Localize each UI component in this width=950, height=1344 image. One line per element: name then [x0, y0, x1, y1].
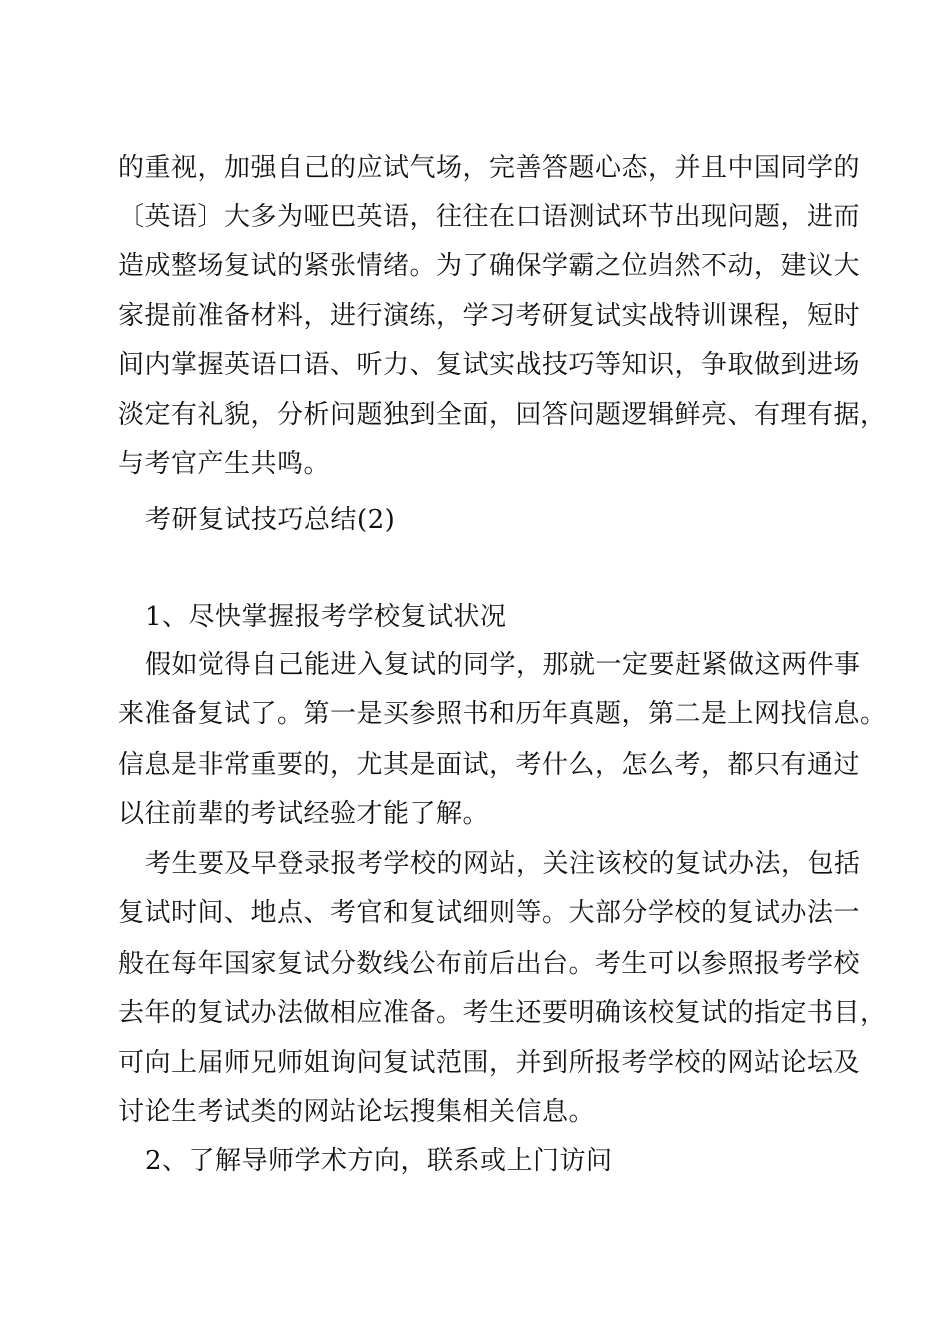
body-text-line: 来准备复试了。第一是买参照书和历年真题，第二是上网找信息。 [118, 699, 887, 729]
body-text-line: 间内掌握英语口语、听力、复试实战技巧等知识，争取做到进场 [118, 350, 861, 380]
heading-1: 1、尽快掌握报考学校复试状况 [145, 602, 507, 632]
section-title: 考研复试技巧总结(2) [145, 505, 396, 535]
body-text-line: 的重视，加强自己的应试气场，完善答题心态，并且中国同学的 [118, 153, 861, 183]
body-text-line: 可向上届师兄师姐询问复试范围，并到所报考学校的网站论坛及 [118, 1048, 861, 1078]
body-text-line: 去年的复试办法做相应准备。考生还要明确该校复试的指定书目， [118, 998, 887, 1028]
body-text-line: 家提前准备材料，进行演练，学习考研复试实战特训课程，短时 [118, 301, 861, 331]
body-text-line: 般在每年国家复试分数线公布前后出台。考生可以参照报考学校 [118, 949, 861, 979]
body-text-line: 复试时间、地点、考官和复试细则等。大部分学校的复试办法一 [118, 898, 861, 928]
heading-2: 2、了解导师学术方向，联系或上门访问 [145, 1146, 613, 1176]
body-text-line: 造成整场复试的紧张情绪。为了确保学霸之位岿然不动，建议大 [118, 251, 861, 281]
body-text-line: 以往前辈的考试经验才能了解。 [118, 799, 490, 829]
body-text-line: 假如觉得自己能进入复试的同学，那就一定要赶紧做这两件事 [145, 650, 861, 680]
body-text-line: 考生要及早登录报考学校的网站，关注该校的复试办法，包括 [145, 849, 861, 879]
body-text-line: 与考官产生共鸣。 [118, 449, 331, 479]
body-text-line: 〔英语〕大多为哑巴英语，往往在口语测试环节出现问题，进而 [118, 202, 861, 232]
body-text-line: 淡定有礼貌，分析问题独到全面，回答问题逻辑鲜亮、有理有据， [118, 400, 887, 430]
body-text-line: 讨论生考试类的网站论坛搜集相关信息。 [118, 1097, 596, 1127]
body-text-line: 信息是非常重要的，尤其是面试，考什么，怎么考，都只有通过 [118, 750, 861, 780]
